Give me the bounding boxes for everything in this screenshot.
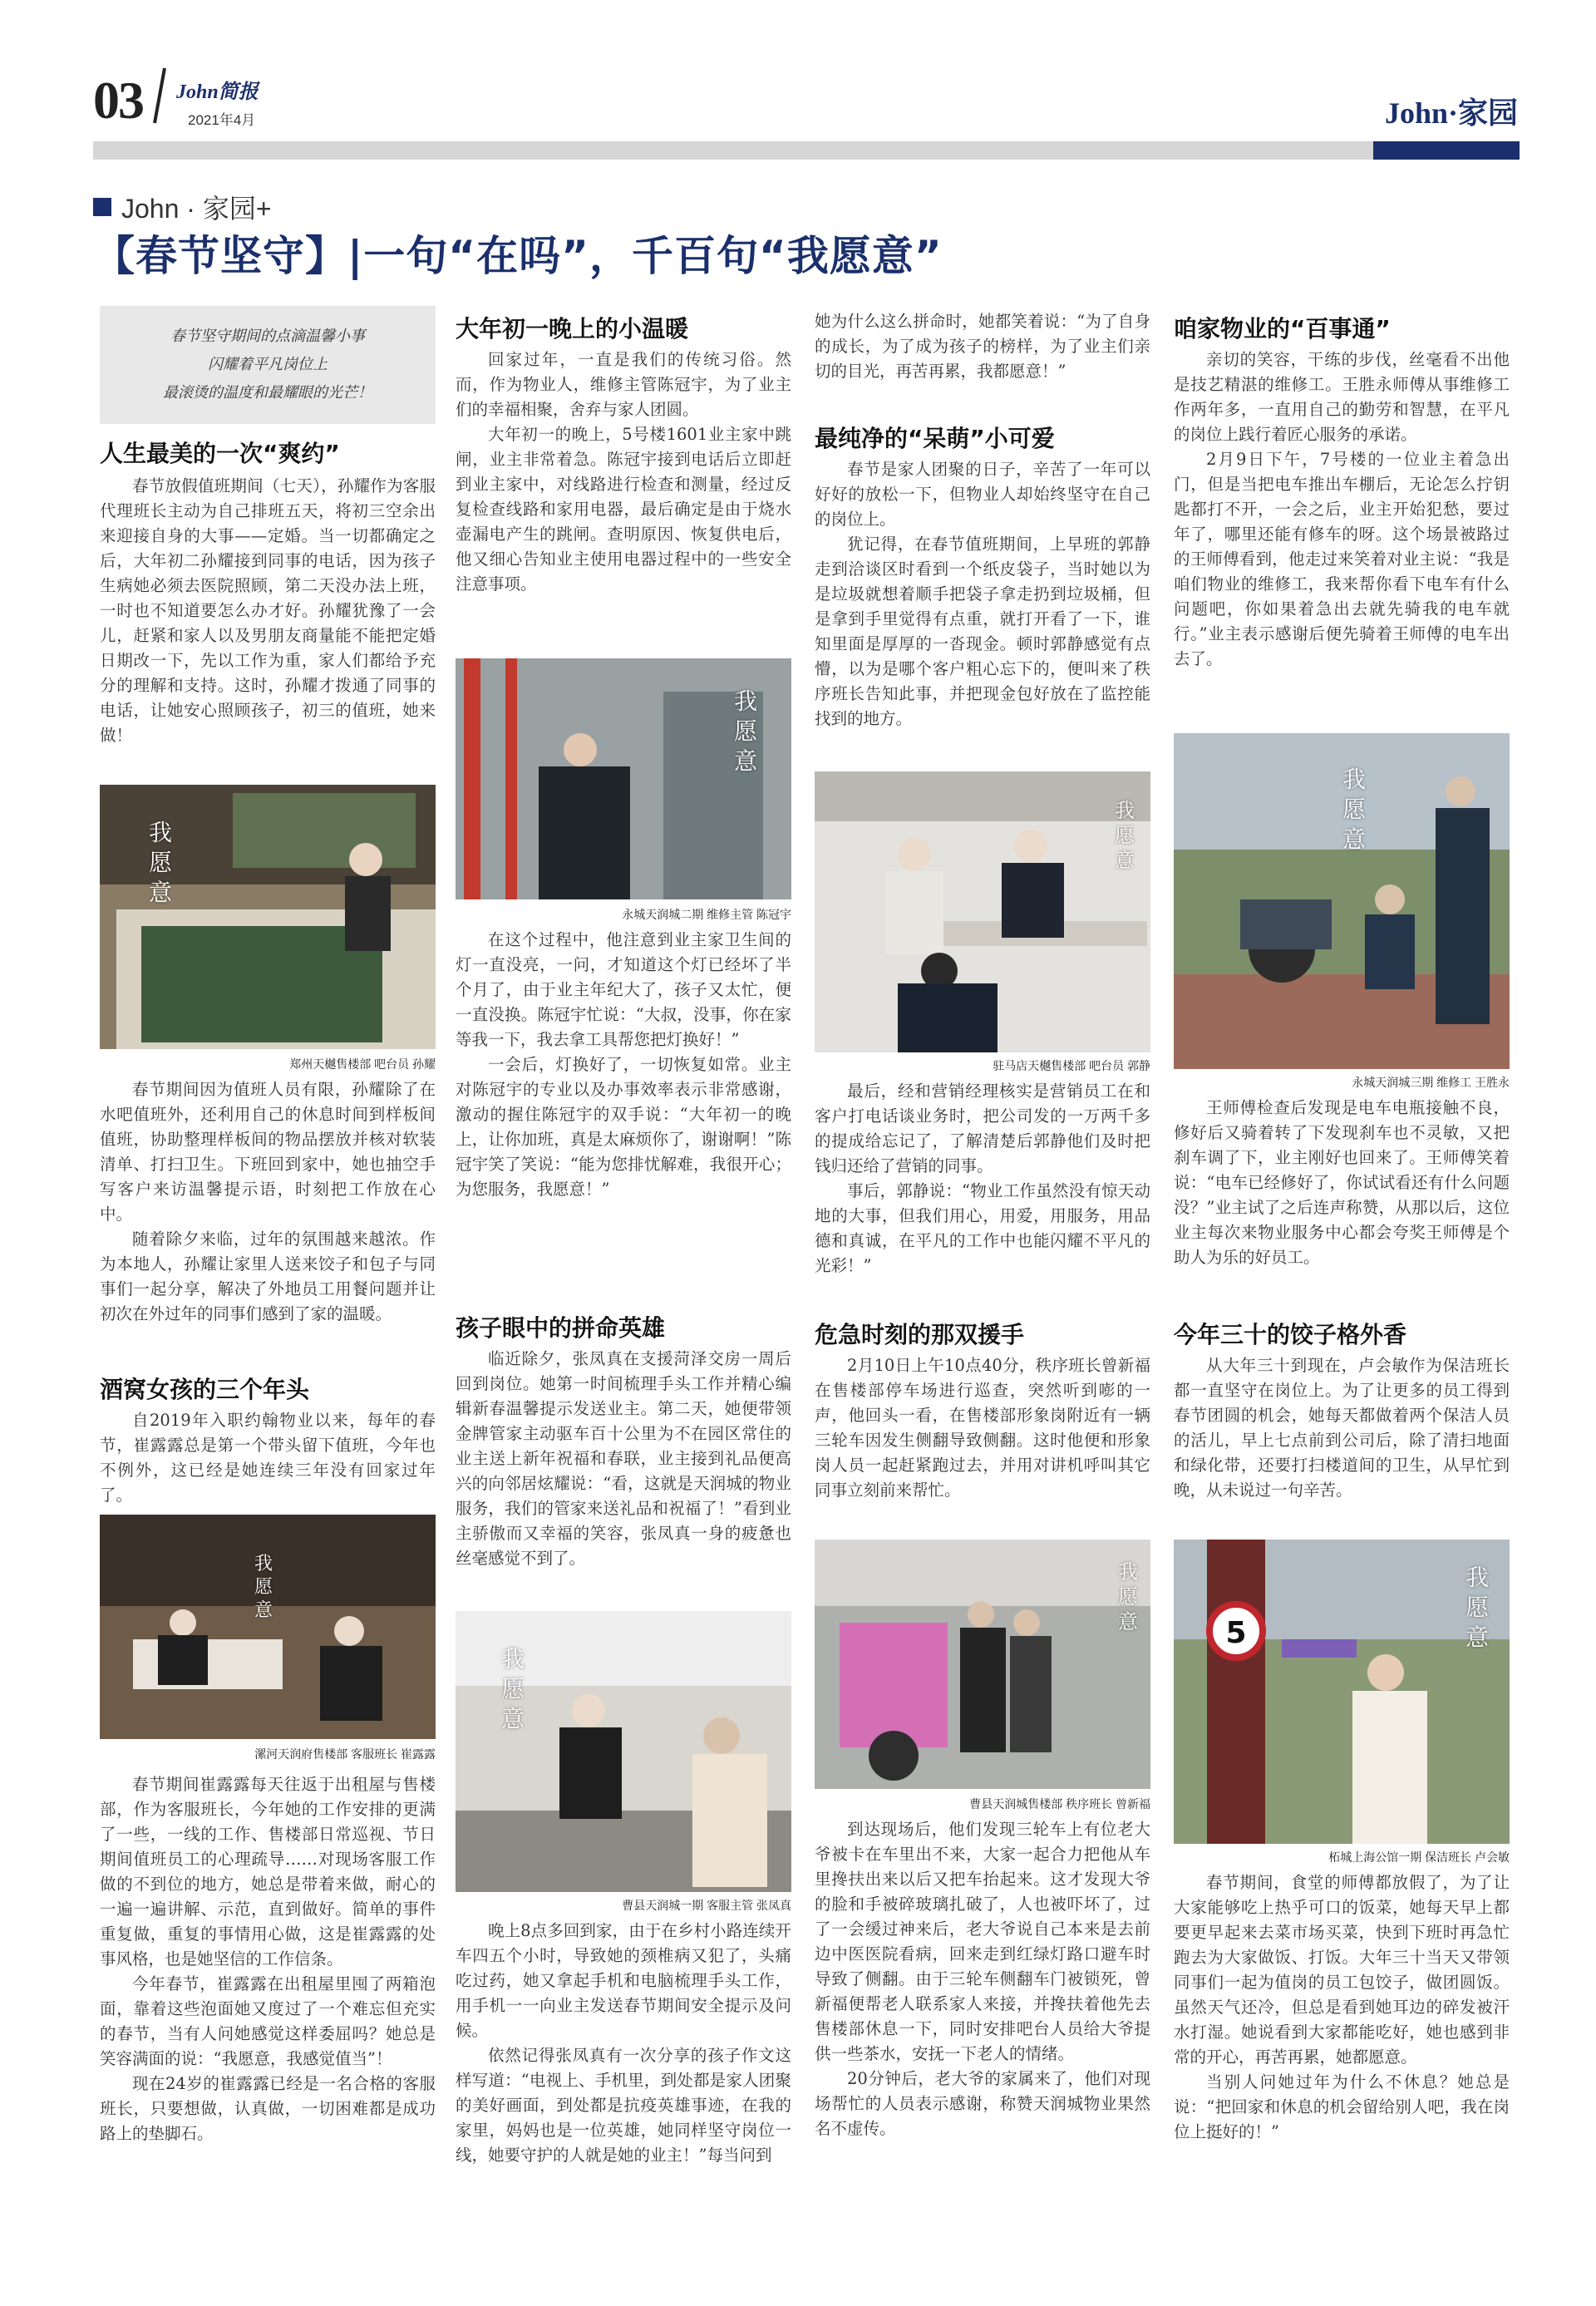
paragraph: 回家过年，一直是我们的传统习俗。然而，作为物业人，维修主管陈冠宇，为了业主们的幸福相聚，舍弃与家人团圆。	[456, 350, 791, 419]
article-body	[815, 309, 1150, 384]
photo-caption: 柘城上海公馆一期 保洁班长 卢会敏	[1328, 1850, 1510, 1864]
paragraph: 她为什么这么拼命时，她都笑着说：“为了自身的成长，为了成为孩子的榜样，为了业主们亲切的目光，再苦再累，我都愿意！”	[815, 312, 1150, 381]
article-body	[456, 1347, 791, 1571]
article-body	[815, 1817, 1150, 2141]
article-title: 咱家物业的“百事通”	[1174, 315, 1391, 342]
intro-line: 最滚烫的温度和最耀眼的光芒！	[163, 384, 372, 402]
photo-caption: 曹县天润城售楼部 秩序班长 曾新福	[969, 1797, 1150, 1811]
page-number: 03	[93, 71, 143, 130]
photo-caption: 郑州天樾售楼部 吧台员 孙耀	[289, 1057, 436, 1071]
square-icon	[93, 198, 111, 216]
article-title: 孩子眼中的拼命英雄	[456, 1314, 666, 1342]
paragraph: 从大年三十到现在，卢会敏作为保洁班长都一直坚守在岗位上。为了让更多的员工得到春节团圆的机会，她每天都做着两个保洁人员的活儿，早上七点前到公司后，除了清扫地面和绿化带，还要打扫楼道间的卫生，从早忙到晚，从未说过一句辛苦。	[1174, 1356, 1510, 1500]
photo-caption: 永城天润城三期 维修工 王胜永	[1352, 1076, 1510, 1089]
article-body	[1174, 1096, 1510, 1270]
paragraph: 春节是家人团聚的日子，辛苦了一年可以好好的放松一下，但物业人却始终坚守在自己的岗位上。	[815, 460, 1150, 529]
article-body	[100, 474, 436, 748]
photo-zeng-xinfu	[815, 1540, 1150, 1789]
paragraph: 春节放假值班期间（七天），孙耀作为客服代理班长主动为自己排班五天，将初三空余出来迎接自身的大事——定婚。当一切都确定之后，大年初二孙耀接到同事的电话，因为孩子生病她必须去医院照顾，第二天没办法上班，一时也不知道要怎么办才好。孙耀犹豫了一会儿，赶紧和家人以及男朋友商量能不能把定婚日期改一下，先以工作为重，家人们都给予充分的理解和支持。这时，孙耀才拨通了同事的电话，让她安心照顾孩子，初三的值班，她来做！	[100, 476, 436, 745]
paragraph: 最后，经和营销经理核实是营销员工在和客户打电话谈业务时，把公司发的一万两千多的提成给忘记了，了解清楚后郭静他们及时把钱归还给了营销的同事。	[815, 1082, 1150, 1175]
paragraph: 事后，郭静说：“物业工作虽然没有惊天动地的大事，但我们用心，用爱，用服务，用品德和真诚，在平凡的工作中也能闪耀不平凡的光彩！”	[815, 1181, 1150, 1275]
article-body	[100, 1408, 436, 1508]
photo-caption: 永城天润城二期 维修主管 陈冠宇	[622, 908, 791, 921]
article-title: 危急时刻的那双援手	[815, 1321, 1025, 1348]
column-tag	[93, 188, 272, 226]
intro-line: 春节坚守期间的点滴温馨小事	[170, 328, 365, 345]
photo-caption: 漯河天润府售楼部 客服班长 崔露露	[254, 1747, 436, 1761]
paragraph: 临近除夕，张凤真在支援菏泽交房一周后回到岗位。她第一时间梳理手头工作并精心编辑新春温馨提示发送业主。第二天，她便带领金牌管家主动驱车百十公里为不在园区常住的业主送上新年祝福和春联，业主接到礼品便高兴的向邻居炫耀说：“看，这就是天润城的物业服务，我们的管家来送礼品和祝福了！”看到业主骄傲而又幸福的笑容，张凤真一身的疲惫也丝毫感觉不到了。	[456, 1349, 791, 1568]
stamp-text: 我愿意	[733, 687, 757, 775]
photo-guo-jing	[815, 771, 1150, 1052]
paragraph: 现在24岁的崔露露已经是一名合格的客服班长，只要想做，认真做，一切困难都是成功路上的垫脚石。	[100, 2074, 436, 2143]
header-rule	[93, 141, 1373, 160]
svg-text:5: 5	[1225, 1616, 1247, 1650]
paragraph: 今年春节，崔露露在出租屋里囤了两箱泡面，靠着这些泡面她又度过了一个难忘但充实的春节，当有人问她感觉这样委屈吗？她总是笑容满面的说：“我愿意，我感觉值当”！	[100, 1974, 436, 2068]
stamp-text: 我愿意	[1118, 1560, 1138, 1633]
section-tag: John·家园	[1384, 96, 1518, 130]
paragraph: 春节期间崔露露每天往返于出租屋与售楼部，作为客服班长，今年她的工作安排的更满了一些，一线的工作、售楼部日常巡视、节日期间值班员工的心理疏导……对现场客服工作做的不到位的地方，她总是带着来做，耐心的一遍一遍讲解、示范，直到做好。简单的事件重复做，重复的事情用心做，这是崔露露的处事风格，也是她坚信的工作信条。	[100, 1775, 436, 1968]
paragraph: 春节期间，食堂的师傅都放假了，为了让大家能够吃上热乎可口的饭菜，她每天早上都要更早起来去菜市场买菜，快到下班时再急忙跑去为大家做饭、打饭。大年三十当天又带领同事们一起为值岗的员工包饺子，做团圆饭。虽然天气还冷，但总是看到她耳边的碎发被汗水打湿。她说看到大家都能吃好，她也感到非常的开心，再苦再累，她都愿意。	[1174, 1873, 1510, 2067]
intro-box	[100, 306, 436, 424]
article-title: 酒窝女孩的三个年头	[100, 1376, 310, 1403]
paragraph: 亲切的笑容，干练的步伐，丝毫看不出他是技艺精湛的维修工。王胜永师傅从事维修工作两年多，一直用自己的勤劳和智慧，在平凡的岗位上践行着匠心服务的承诺。	[1174, 350, 1510, 444]
slash-divider	[151, 67, 168, 125]
article-title: 今年三十的饺子格外香	[1174, 1321, 1407, 1348]
paragraph: 依然记得张凤真有一次分享的孩子作文这样写道：“电视上、手机里，到处都是家人团聚的美好画面，到处都是抗疫英雄事迹，在我的家里，妈妈也是一位英雄，她同样坚守岗位一线，她要守护的人就是她的业主！”每当问到	[456, 2046, 791, 2165]
stamp-text: 我愿意	[1465, 1564, 1489, 1651]
article-body	[100, 1772, 436, 2146]
paragraph: 一会后，灯换好了，一切恢复如常。业主对陈冠宇的专业以及办事效率表示非常感谢，激动的握住陈冠宇的双手说：“大年初一的晚上，让你加班，真是太麻烦你了，谢谢啊！”陈冠宇笑了笑说：“能为您排忧解难，我很开心；为您服务，我愿意！”	[456, 1055, 791, 1199]
article-body	[456, 347, 791, 597]
column-tag-label: John · 家园+	[121, 194, 272, 224]
paragraph: 犹记得，在春节值班期间，上早班的郭静走到洽谈区时看到一个纸皮袋子，当时她以为是垃圾就想着顺手把袋子拿走扔到垃圾桶，但是拿到手里觉得有点重，就打开看了一下，谁知里面是厚厚的一沓现金。顿时郭静感觉有点懵，以为是哪个客户粗心忘下的，便叫来了秩序班长告知此事，并把现金包好放在了监控能找到的地方。	[815, 535, 1150, 728]
article-body	[1174, 347, 1510, 672]
photo-caption: 曹县天润城一期 客服主管 张凤真	[622, 1899, 791, 1912]
paragraph: 20分钟后，老大爷的家属来了，他们对现场帮忙的人员表示感谢，称赞天润城物业果然名不虚传。	[815, 2069, 1150, 2138]
stamp-text: 我愿意	[1342, 766, 1366, 853]
paragraph: 当别人问她过年为什么不休息？她总是说：“把回家和休息的机会留给别人吧，我在岗位上挺好的！”	[1174, 2072, 1510, 2141]
header-rule-accent	[1373, 141, 1520, 160]
page-title: 【春节坚守】|一句“在吗”，千百句“我愿意”	[93, 232, 943, 280]
stamp-text: 我愿意	[254, 1554, 273, 1621]
paragraph: 自2019年入职约翰物业以来，每年的春节，崔露露总是第一个带头留下值班，今年也不例外，这已经是她连续三年没有回家过年了。	[100, 1411, 436, 1505]
paragraph: 2月10日上午10点40分，秩序班长曾新福在售楼部停车场进行巡查，突然听到嘭的一声，他回头一看，在售楼部形象岗附近有一辆三轮车因发生侧翻导致侧翻。这时他便和形象岗人员一起赶紧跑过去，并用对讲机呼叫其它同事立刻前来帮忙。	[815, 1356, 1150, 1500]
article-title: 大年初一晚上的小温暖	[456, 315, 689, 342]
article-body	[815, 457, 1150, 732]
paragraph: 大年初一的晚上，5号楼1601业主家中跳闸，业主非常着急。陈冠宇接到电话后立即赶到业主家中，对线路进行检查和测量，经过反复检查线路和家用电器，最后确定是由于烧水壶漏电产生的跳闸。查明原因、恢复供电后，他又细心告知业主使用电器过程中的一些安全注意事项。	[456, 425, 791, 594]
paragraph: 在这个过程中，他注意到业主家卫生间的灯一直没亮，一问，才知道这个灯已经坏了半个月了，由于业主年纪大了，孩子又太忙，便一直没换。陈冠宇忙说：“大叔，没事，你在家等我一下，我去拿工具帮您把灯换好！”	[456, 930, 791, 1049]
article-body	[456, 1919, 791, 2168]
paragraph: 2月9日下午，7号楼的一位业主着急出门，但是当把电车推出车棚后，无论怎么拧钥匙都打不开，一会之后，业主开始犯愁，要过年了，哪里还能有修车的呀。这个场景被路过的王师傅看到，他走过来笑着对业主说：“我是咱们物业的维修工，我来帮你看下电车有什么问题吧，你如果着急出去就先骑我的电车就行。”业主表示感谢后便先骑着王师傅的电车出去了。	[1174, 450, 1510, 668]
article-body	[100, 1077, 436, 1327]
article-body	[1174, 1870, 1510, 2145]
article-title: 人生最美的一次“爽约”	[100, 440, 340, 467]
photo-caption: 驻马店天樾售楼部 吧台员 郭静	[993, 1059, 1150, 1072]
paragraph: 到达现场后，他们发现三轮车上有位老大爷被卡在车里出不来，大家一起合力把他从车里搀扶出来以后又把车抬起来。这才发现大爷的脸和手被碎玻璃扎破了，人也被吓坏了，过了一会缓过神来后，老大爷说自己本来是去前边中医医院看病，回来走到红绿灯路口避车时导致了侧翻。由于三轮车侧翻车门被锁死，曾新福便帮老人联系家人来接，并搀扶着他先去售楼部休息一下，同时安排吧台人员给大爷提供一些茶水，安抚一下老人的情绪。	[815, 1820, 1150, 2063]
photo-cui-lulu	[100, 1515, 436, 1739]
photo-lu-huimin	[1174, 1540, 1510, 1844]
paragraph: 晚上8点多回到家，由于在乡村小路连续开车四五个小时，导致她的颈椎病又犯了，头痛吃过药，她又拿起手机和电脑梳理手头工作，用手机一一向业主发送春节期间安全提示及问候。	[456, 1921, 791, 2040]
article-body	[1174, 1353, 1510, 1503]
stamp-text: 我愿意	[500, 1645, 525, 1732]
paragraph: 春节期间因为值班人员有限，孙耀除了在水吧值班外，还利用自己的休息时间到样板间值班，协助整理样板间的物品摆放并核对软装清单、打扫卫生。下班回到家中，她也抽空手写客户来访温馨提示语，时刻把工作放在心中。	[100, 1080, 436, 1224]
paragraph: 王师傅检查后发现是电车电瓶接触不良，修好后又骑着转了下发现刹车也不灵敏，又把刹车调了下，业主刚好也回来了。王师傅笑着说：“电车已经修好了，你试试看还有什么问题没？”业主试了之后连声称赞，从那以后，这位业主每次来物业服务中心都会夸奖王师傅是个助人为乐的好员工。	[1174, 1098, 1510, 1267]
brand-logo: John简报	[176, 81, 259, 103]
intro-line: 闪耀着平凡岗位上	[208, 356, 328, 373]
article-body	[815, 1079, 1150, 1279]
stamp-text: 我愿意	[1115, 799, 1135, 872]
issue-date: 2021年4月	[188, 112, 256, 128]
article-title: 最纯净的“呆萌”小可爱	[815, 425, 1055, 452]
article-body	[815, 1353, 1150, 1503]
stamp-text: 我愿意	[148, 819, 172, 906]
article-body	[456, 928, 791, 1202]
paragraph: 随着除夕来临，过年的氛围越来越浓。作为本地人，孙耀让家里人送来饺子和包子与同事们一起分享，解决了外地员工用餐问题并让初次在外过年的同事们感到了家的温暖。	[100, 1229, 436, 1323]
